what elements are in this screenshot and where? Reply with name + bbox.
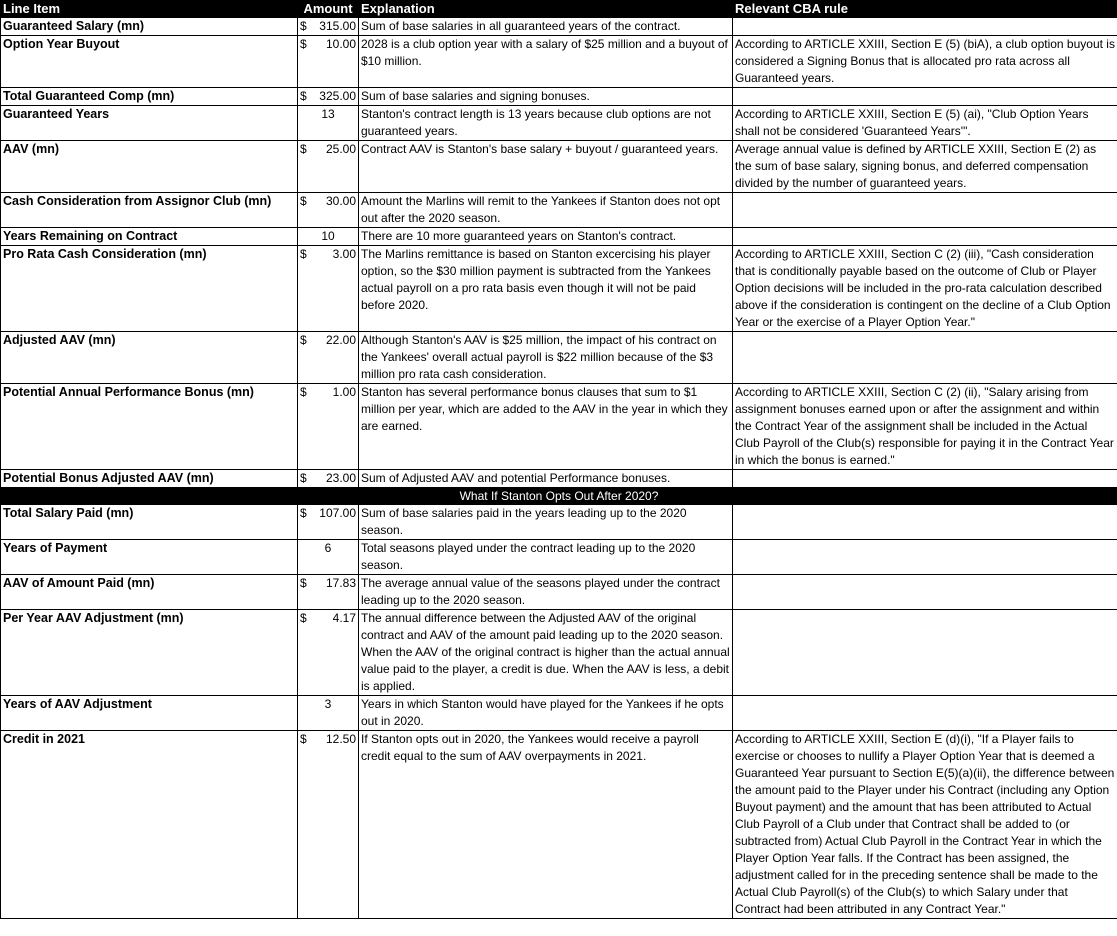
table-body-main [1,18,1117,488]
cba-rule-cell: Average annual value is defined by ARTICLE XXIII, Section E (2) as the sum of base salary, signing bonus, and deferred compensation divided by the number of guaranteed years. [733,141,1117,193]
cba-rule-cell [733,18,1117,36]
explanation-cell: The annual difference between the Adjusted AAV of the original contract and AAV of the amount paid leading up to the 2020 season. When the AAV of the original contract is higher than the actual annual value paid to the player, a credit is due. When the AAV is less, a debit is applied. [359,610,733,696]
explanation-cell: Stanton's contract length is 13 years because club options are not guaranteed years. [359,106,733,141]
amount-cell [298,470,359,488]
currency-symbol: $ [300,37,307,51]
table-row [1,246,1117,332]
explanation-cell: There are 10 more guaranteed years on Stanton's contract. [359,228,733,246]
amount-cell [298,193,359,228]
line-item-cell: AAV of Amount Paid (mn) [1,575,298,610]
explanation-cell: Although Stanton's AAV is $25 million, the impact of his contract on the Yankees' overall actual payroll is $22 million because of the $3 million pro rata cash consideration. [359,332,733,384]
table-row [1,106,1117,141]
line-item-cell: Pro Rata Cash Consideration (mn) [1,246,298,332]
amount-value: 107.00 [319,506,356,520]
line-item-cell: Years of Payment [1,540,298,575]
table-row [1,193,1117,228]
section-title: What If Stanton Opts Out After 2020? [1,488,1117,505]
amount-value: 17.83 [325,576,356,590]
line-item-cell: Guaranteed Years [1,106,298,141]
cba-rule-cell [733,88,1117,106]
amount-cell [298,384,359,470]
amount-value: 6 [324,541,332,555]
amount-cell [298,106,359,141]
amount-cell [298,141,359,193]
line-item-cell: Potential Annual Performance Bonus (mn) [1,384,298,470]
table-row [1,18,1117,36]
line-item-cell: Total Salary Paid (mn) [1,505,298,540]
currency-symbol: $ [300,732,307,746]
header-row [1,1,1117,18]
explanation-cell: If Stanton opts out in 2020, the Yankees would receive a payroll credit equal to the sum of AAV overpayments in 2021. [359,731,733,919]
line-item-cell: Years of AAV Adjustment [1,696,298,731]
amount-value: 325.00 [319,89,356,103]
amount-cell [298,88,359,106]
header-line-item: Line Item [1,1,298,18]
currency-symbol: $ [300,142,307,156]
amount-cell [298,228,359,246]
amount-value: 13 [321,107,335,121]
amount-value: 3.00 [332,247,356,261]
line-item-cell: Adjusted AAV (mn) [1,332,298,384]
cba-rule-cell [733,610,1117,696]
explanation-cell: Amount the Marlins will remit to the Yankees if Stanton does not opt out after the 2020 season. [359,193,733,228]
amount-value: 10.00 [325,37,356,51]
table-row [1,575,1117,610]
explanation-cell: Stanton has several performance bonus clauses that sum to $1 million per year, which are added to the AAV in the year in which they are earned. [359,384,733,470]
explanation-cell: Sum of Adjusted AAV and potential Performance bonuses. [359,470,733,488]
amount-cell [298,731,359,919]
table-row [1,36,1117,88]
line-item-cell: Guaranteed Salary (mn) [1,18,298,36]
section-row [1,488,1117,505]
explanation-cell: The average annual value of the seasons played under the contract leading up to the 2020 season. [359,575,733,610]
table-row [1,470,1117,488]
amount-cell [298,36,359,88]
cba-rule-cell: According to ARTICLE XXIII, Section E (5) (biA), a club option buyout is considered a Signing Bonus that is allocated pro rata across all Guaranteed years. [733,36,1117,88]
cba-rule-cell: According to ARTICLE XXIII, Section E (d)(i), "If a Player fails to exercise or chooses to nullify a Player Option Year that is deemed a Guaranteed Year pursuant to Section E(5)(a)(ii), the difference between the amount paid to the Player under his Contract (including any Option Buyout payment) and the amount that has been attributed to Actual Club Payroll of a Club under that Contract shall be added to (or subtracted from) Actual Club Payroll in the Contract Year in which the Player Option Year falls. If the Contract has been assigned, the adjustment called for in the preceding sentence shall be made to the Actual Club Payroll(s) of the Club(s) to which Salary under that Contract had been attributed in any Contract Year." [733,731,1117,919]
amount-cell [298,18,359,36]
table-row [1,610,1117,696]
header-rule: Relevant CBA rule [733,1,1117,18]
currency-symbol: $ [300,471,307,485]
explanation-cell: Sum of base salaries in all guaranteed years of the contract. [359,18,733,36]
amount-cell [298,332,359,384]
amount-value: 315.00 [319,19,356,33]
amount-cell [298,246,359,332]
amount-value: 3 [324,697,332,711]
amount-cell [298,505,359,540]
table-row [1,540,1117,575]
amount-value: 1.00 [332,385,356,399]
amount-value: 22.00 [325,333,356,347]
table-row [1,228,1117,246]
amount-value: 30.00 [325,194,356,208]
cba-rule-cell [733,575,1117,610]
currency-symbol: $ [300,333,307,347]
currency-symbol: $ [300,247,307,261]
amount-value: 4.17 [332,611,356,625]
table-row [1,696,1117,731]
amount-cell [298,696,359,731]
cba-rule-cell [733,505,1117,540]
amount-value: 10 [321,229,335,243]
currency-symbol: $ [300,194,307,208]
cba-rule-cell [733,228,1117,246]
cba-rule-cell [733,193,1117,228]
line-item-cell: AAV (mn) [1,141,298,193]
amount-cell [298,575,359,610]
table-row [1,505,1117,540]
explanation-cell: The Marlins remittance is based on Stanton excercising his player option, so the $30 million payment is subtracted from the Yankees actual payroll on a pro rata basis even though it will not be paid before 2020. [359,246,733,332]
explanation-cell: Contract AAV is Stanton's base salary + buyout / guaranteed years. [359,141,733,193]
currency-symbol: $ [300,506,307,520]
amount-cell [298,540,359,575]
explanation-cell: 2028 is a club option year with a salary of $25 million and a buyout of $10 million. [359,36,733,88]
cba-rule-cell: According to ARTICLE XXIII, Section E (5) (ai), "Club Option Years shall not be considered 'Guaranteed Years'". [733,106,1117,141]
table-row [1,88,1117,106]
explanation-cell: Sum of base salaries and signing bonuses. [359,88,733,106]
explanation-cell: Years in which Stanton would have played for the Yankees if he opts out in 2020. [359,696,733,731]
line-item-cell: Years Remaining on Contract [1,228,298,246]
table-row [1,332,1117,384]
amount-value: 12.50 [325,732,356,746]
amount-value: 25.00 [325,142,356,156]
currency-symbol: $ [300,385,307,399]
explanation-cell: Total seasons played under the contract leading up to the 2020 season. [359,540,733,575]
table-body-opt-out [1,505,1117,919]
amount-cell [298,610,359,696]
cba-rule-cell [733,540,1117,575]
cba-rule-cell [733,470,1117,488]
table-row [1,731,1117,919]
line-item-cell: Credit in 2021 [1,731,298,919]
table-row [1,141,1117,193]
cba-rule-cell: According to ARTICLE XXIII, Section C (2) (iii), "Cash consideration that is conditionally payable based on the outcome of Club or Player Option decisions will be included in the pro-rata calculation described above if the consideration is contingent on the decline of a Club Option Year or the exercise of a Player Option Year." [733,246,1117,332]
header-amount: Amount [298,1,359,18]
line-item-cell: Option Year Buyout [1,36,298,88]
line-item-cell: Cash Consideration from Assignor Club (mn) [1,193,298,228]
amount-value: 23.00 [325,471,356,485]
currency-symbol: $ [300,611,307,625]
currency-symbol: $ [300,89,307,103]
cba-rule-cell [733,696,1117,731]
line-item-cell: Potential Bonus Adjusted AAV (mn) [1,470,298,488]
cba-rule-cell: According to ARTICLE XXIII, Section C (2) (ii), "Salary arising from assignment bonuses earned upon or after the assignment and within the Contract Year of the assignment shall be included in the Actual Club Payroll of the Club(s) responsible for paying it in the Contract Year in which the bonus is earned." [733,384,1117,470]
currency-symbol: $ [300,19,307,33]
explanation-cell: Sum of base salaries paid in the years leading up to the 2020 season. [359,505,733,540]
currency-symbol: $ [300,576,307,590]
line-item-cell: Total Guaranteed Comp (mn) [1,88,298,106]
cba-rule-cell [733,332,1117,384]
header-explanation: Explanation [359,1,733,18]
table-row [1,384,1117,470]
line-item-cell: Per Year AAV Adjustment (mn) [1,610,298,696]
